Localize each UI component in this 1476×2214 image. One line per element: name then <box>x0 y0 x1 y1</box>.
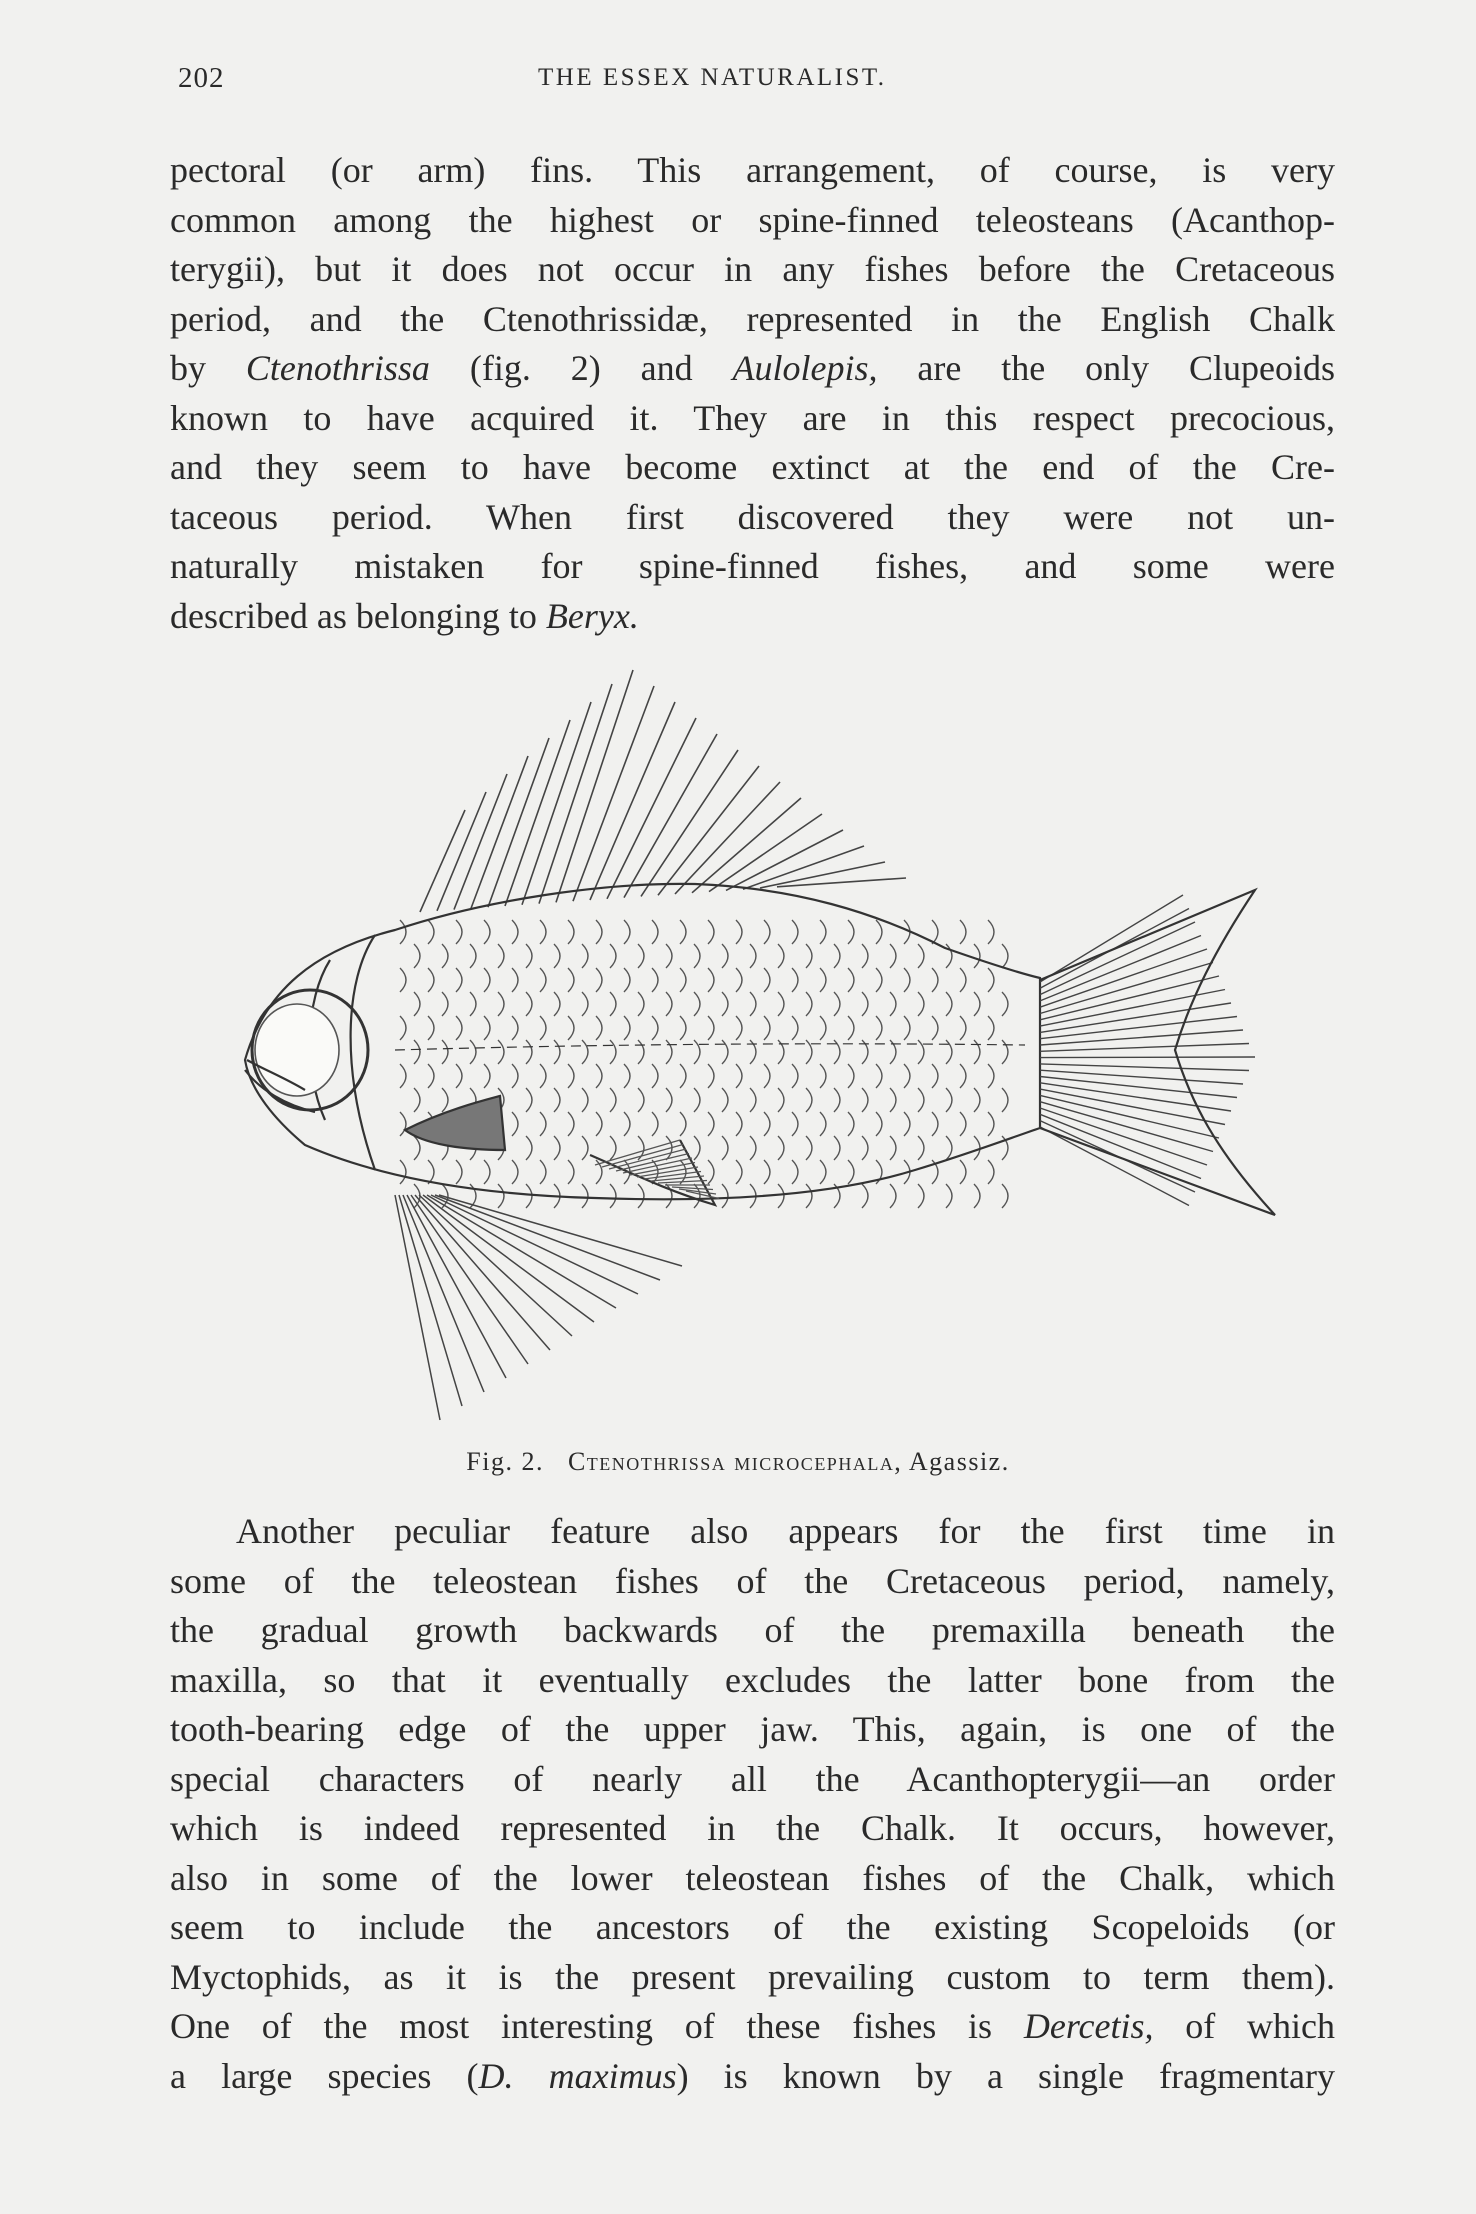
text-run: ) is known by a single fragmentary <box>676 2055 1335 2096</box>
text-line: naturally mistaken for spine-finned fishes, and some were <box>170 546 1335 586</box>
paragraph-1 <box>170 146 1335 641</box>
paragraph-2 <box>170 1507 1335 2101</box>
genus-name-beryx: Beryx. <box>545 595 639 636</box>
text-line: common among the highest or spine-finned teleosteans (Acanthop- <box>170 199 1335 240</box>
fish-outline <box>245 670 1275 1420</box>
text-line: known to have acquired it. They are in this respect precocious, <box>170 397 1335 438</box>
figure-author: Agassiz. <box>908 1447 1010 1476</box>
figure-species-name: Ctenothrissa microcephala, <box>567 1447 903 1476</box>
text-line: tooth-bearing edge of the upper jaw. This, again, is one of the <box>170 1709 1335 1749</box>
text-run: One of the most interesting of these fishes is <box>170 2006 1024 2046</box>
text-run: are the only Clupeoids <box>877 348 1335 388</box>
figure-number: Fig. 2. <box>466 1447 544 1476</box>
page-number: 202 <box>178 62 225 94</box>
text-line: and they seem to have become extinct at the end of the Cre- <box>170 447 1335 487</box>
running-title: THE ESSEX NATURALIST. <box>538 64 887 91</box>
genus-name-aulolepis: Aulolepis, <box>732 348 878 388</box>
text-line: special characters of nearly all the Acanthopterygii—an order <box>170 1758 1335 1799</box>
genus-name-dercetis: Dercetis, <box>1023 2006 1154 2046</box>
text-run: of which <box>1153 2006 1335 2046</box>
text-run: a large species ( <box>170 2055 479 2096</box>
text-line <box>170 344 1335 394</box>
text-line: period, and the Ctenothrissidæ, represented in the English Chalk <box>170 298 1335 339</box>
text-line: which is indeed represented in the Chalk. It occurs, however, <box>170 1808 1335 1848</box>
text-run: by <box>170 348 246 388</box>
text-line: Another peculiar feature also appears for the first time in <box>236 1511 1335 1551</box>
species-name-d-maximus: D. maximus <box>478 2055 677 2096</box>
text-line: some of the teleostean fishes of the Cretaceous period, namely, <box>170 1560 1335 1601</box>
text-run: described as belonging to <box>170 595 546 636</box>
text-line: pectoral (or arm) fins. This arrangement, of course, is very <box>170 150 1335 190</box>
text-line: terygii), but it does not occur in any fishes before the Cretaceous <box>170 249 1335 289</box>
text-line <box>170 2002 1335 2052</box>
figure-caption <box>0 1447 1476 1477</box>
text-line: the gradual growth backwards of the premaxilla beneath the <box>170 1610 1335 1650</box>
text-run: (fig. 2) and <box>429 348 733 388</box>
text-line <box>170 592 1335 642</box>
genus-name-ctenothrissa: Ctenothrissa <box>245 348 430 388</box>
text-line: maxilla, so that it eventually excludes the latter bone from the <box>170 1659 1335 1700</box>
running-head <box>178 62 1338 102</box>
fish-drawing <box>225 650 1295 1440</box>
fish-illustration <box>225 650 1295 1440</box>
text-line: taceous period. When first discovered they were not un- <box>170 496 1335 537</box>
text-line <box>170 2052 1335 2102</box>
text-line: seem to include the ancestors of the existing Scopeloids (or <box>170 1907 1335 1947</box>
text-line: Myctophids, as it is the present prevailing custom to term them). <box>170 1956 1335 1997</box>
text-line: also in some of the lower teleostean fishes of the Chalk, which <box>170 1857 1335 1898</box>
